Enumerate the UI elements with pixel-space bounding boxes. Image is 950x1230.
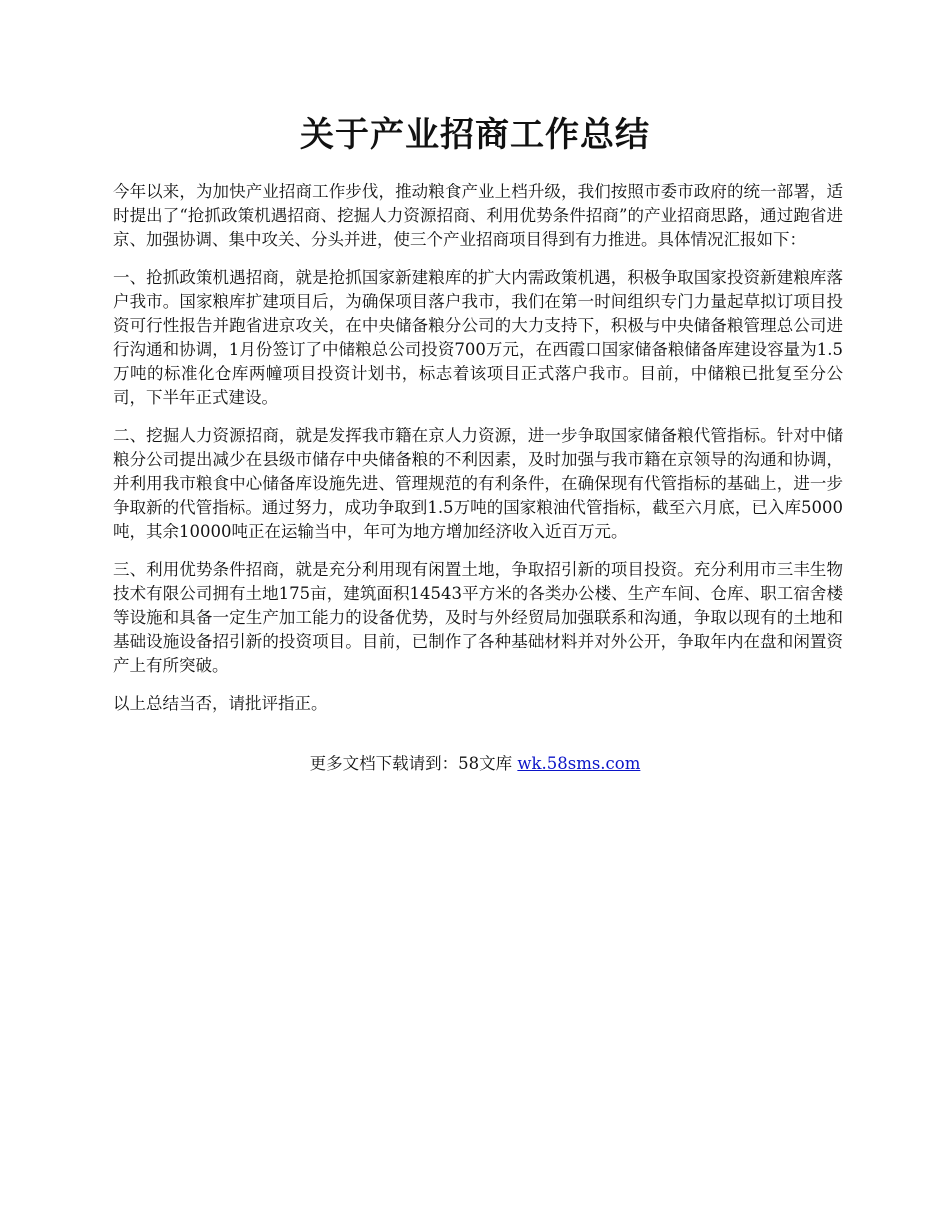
intro-paragraph: 今年以来，为加快产业招商工作步伐，推动粮食产业上档升级，我们按照市委市政府的统一部署，适时提出了“抢抓政策机遇招商、挖掘人力资源招商、利用优势条件招商”的产业招商思路，通过跑省进京、加强协调、集中攻关、分头并进，使三个产业招商项目得到有力推进。具体情况汇报如下： [113,182,843,249]
document-body [113,180,843,730]
footer-link[interactable]: wk.58sms.com [517,754,641,773]
document-title: 关于产业招商工作总结 [300,115,650,155]
footer-text: 更多文档下载请到：58文库 [309,754,518,773]
download-footer [0,752,950,776]
closing-paragraph: 以上总结当否，请批评指正。 [113,694,328,713]
section-one-paragraph: 一、抢抓政策机遇招商，就是抢抓国家新建粮库的扩大内需政策机遇，积极争取国家投资新建粮库落户我市。国家粮库扩建项目后，为确保项目落户我市，我们在第一时间组织专门力量起草拟订项目投资可行性报告并跑省进京攻关，在中央储备粮分公司的大力支持下，积极与中央储备粮管理总公司进行沟通和协调，1月份签订了中储粮总公司投资700万元，在西霞口国家储备粮储备库建设容量为1.5万吨的标准化仓库两幢项目投资计划书，标志着该项目正式落户我市。目前，中储粮已批复至分公司，下半年正式建设。 [113,268,843,407]
section-two-paragraph: 二、挖掘人力资源招商，就是发挥我市籍在京人力资源，进一步争取国家储备粮代管指标。针对中储粮分公司提出减少在县级市储存中央储备粮的不利因素，及时加强与我市籍在京领导的沟通和协调，并利用我市粮食中心储备库设施先进、管理规范的有利条件，在确保现有代管指标的基础上，进一步争取新的代管指标。通过努力，成功争取到1.5万吨的国家粮油代管指标，截至六月底，已入库5000吨，其余10000吨正在运输当中，年可为地方增加经济收入近百万元。 [113,426,843,541]
section-three-paragraph: 三、利用优势条件招商，就是充分利用现有闲置土地，争取招引新的项目投资。充分利用市三丰生物技术有限公司拥有土地175亩，建筑面积14543平方米的各类办公楼、生产车间、仓库、职工宿舍楼等设施和具备一定生产加工能力的设备优势，及时与外经贸局加强联系和沟通，争取以现有的土地和基础设施设备招引新的投资项目。目前，已制作了各种基础材料并对外公开，争取年内在盘和闲置资产上有所突破。 [113,560,843,675]
